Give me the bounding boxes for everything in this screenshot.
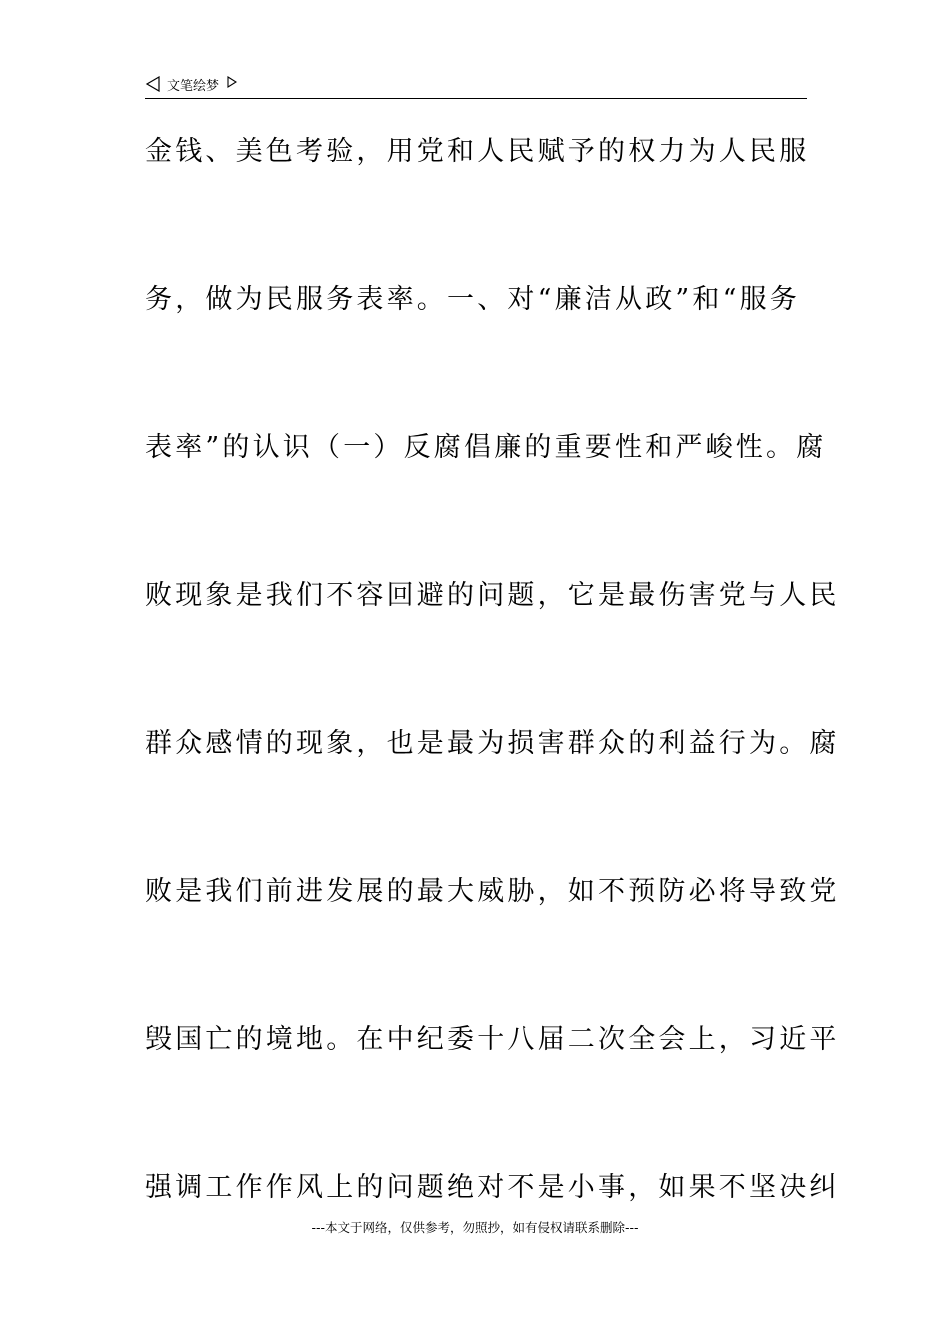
text-line-2: 务，做为民服务表率。一、对“廉洁从政”和“服务 [145,284,801,315]
footer-notice: ---本文于网络，仅供参考，勿照抄，如有侵权请联系删除--- [311,1220,639,1235]
text-line-6: 败是我们前进发展的最大威胁，如不预防必将导致党 [145,876,840,907]
text-line-3: 表率”的认识（一）反腐倡廉的重要性和严峻性。腐 [145,432,827,463]
triangle-left-icon [145,76,161,92]
text-line-5: 群众感情的现象，也是最为损害群众的利益行为。腐 [145,728,840,759]
page-header [145,74,807,99]
text-line-8: 强调工作作风上的问题绝对不是小事，如果不坚决纠 [145,1172,840,1203]
text-line-4: 败现象是我们不容回避的问题，它是最伤害党与人民 [145,580,840,611]
header-row [145,74,807,94]
text-line-1: 金钱、美色考验，用党和人民赋予的权力为人民服 [145,136,810,167]
triangle-right-icon [227,76,237,88]
header-title: 文笔绘梦 [167,78,220,94]
text-line-7: 毁国亡的境地。在中纪委十八届二次全会上，习近平 [145,1024,840,1055]
document-body [145,130,840,1314]
